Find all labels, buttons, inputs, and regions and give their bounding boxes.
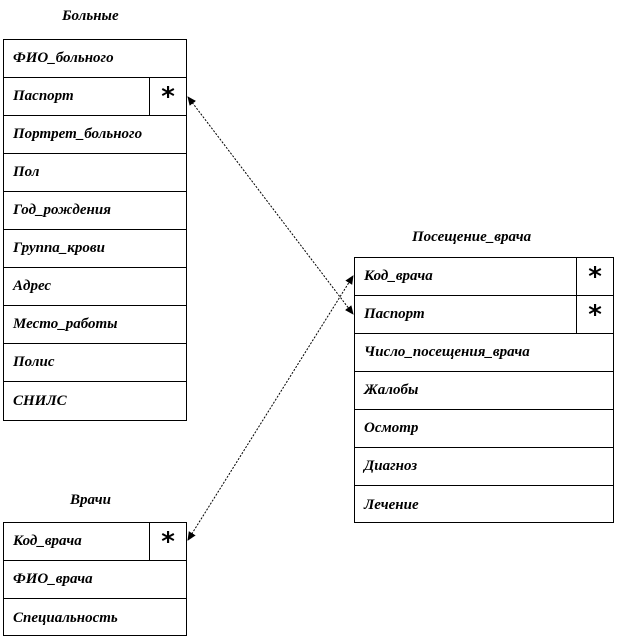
field-label: ФИО_врача	[13, 571, 93, 587]
field-label: Полис	[13, 354, 55, 370]
field-label: Специальность	[13, 609, 118, 626]
link-doctors-code-to-visits-code	[188, 276, 353, 540]
field-label: Пол	[13, 164, 40, 180]
field-label: Код_врача	[13, 533, 82, 549]
field-label: Место_работы	[13, 316, 118, 332]
field-label: Портрет_больного	[13, 126, 143, 142]
field-label: Группа_крови	[13, 240, 105, 256]
primary-key-asterisk-icon: *	[149, 78, 186, 115]
primary-key-asterisk-icon: *	[149, 523, 186, 560]
visits-table-title: Посещение_врача	[412, 229, 532, 245]
field-label: Диагноз	[364, 458, 418, 474]
link-patients-passport-to-visits-passport	[188, 97, 353, 314]
field-label: Число_посещения_врача	[364, 344, 530, 360]
field-label: Паспорт	[13, 88, 74, 104]
field-label: Осмотр	[364, 420, 419, 436]
field-label: СНИЛС	[13, 392, 67, 409]
field-label: Код_врача	[364, 268, 433, 284]
field-label: Адрес	[13, 278, 52, 294]
doctors-table-title: Врачи	[70, 492, 112, 508]
field-label: Жалобы	[364, 382, 419, 398]
primary-key-asterisk-icon: *	[576, 258, 613, 295]
field-label: Паспорт	[364, 306, 425, 322]
field-label: Лечение	[364, 496, 419, 513]
primary-key-asterisk-icon: *	[576, 296, 613, 333]
field-label: ФИО_больного	[13, 50, 114, 66]
field-label: Год_рождения	[13, 202, 111, 218]
patients-table-title: Больные	[62, 8, 119, 24]
